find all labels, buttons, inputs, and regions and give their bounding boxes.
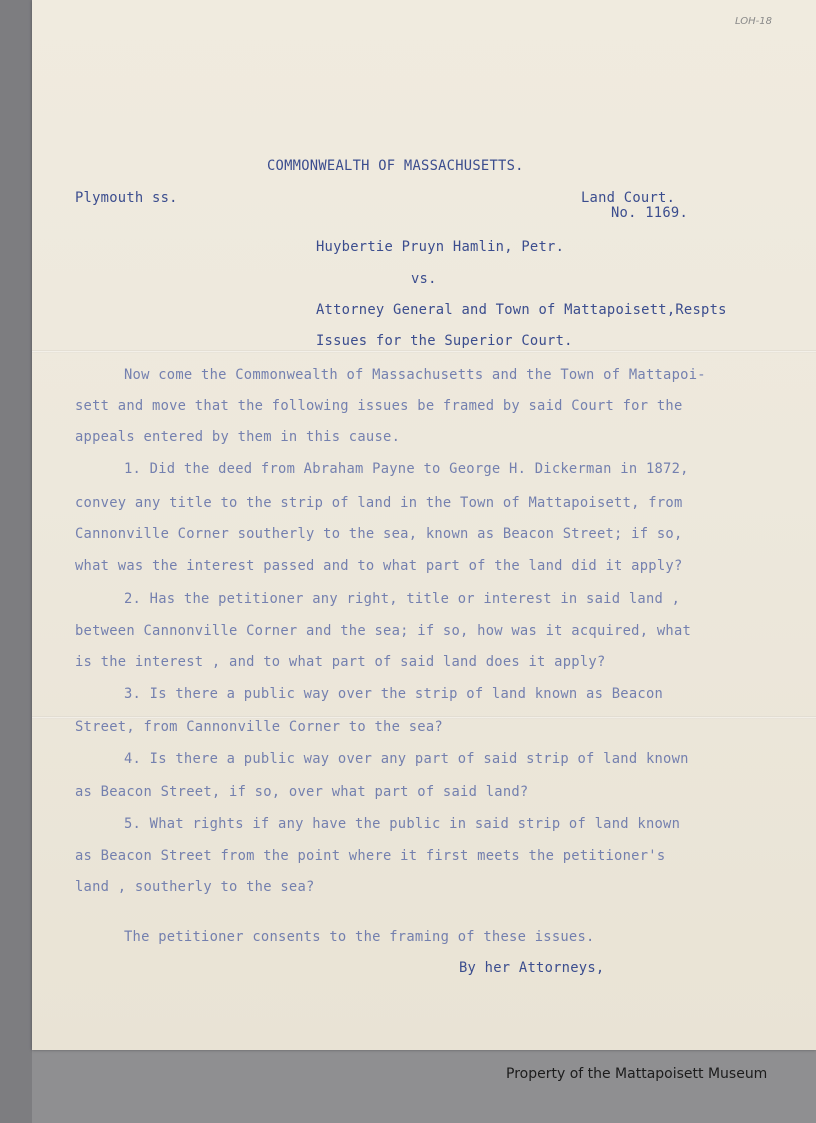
issue-line: is the interest , and to what part of said land does it apply? — [75, 654, 606, 670]
issue-line: as Beacon Street from the point where it first meets the petitioner's — [75, 848, 666, 864]
issue-line: 4. Is there a public way over any part of said strip of land known — [124, 751, 689, 767]
case-number: No. 1169. — [611, 205, 689, 221]
issue-line: convey any title to the strip of land in the Town of Mattapoisett, from — [75, 495, 683, 511]
signature-line: By her Attorneys, — [459, 960, 605, 976]
issue-line: land , southerly to the sea? — [75, 879, 315, 895]
issue-line: what was the interest passed and to what part of the land did it apply? — [75, 558, 683, 574]
issue-line: 1. Did the deed from Abraham Payne to George H. Dickerman in 1872, — [124, 461, 689, 477]
body-line: appeals entered by them in this cause. — [75, 429, 401, 445]
respondents-name: Attorney General and Town of Mattapoisett,Respts — [316, 302, 727, 318]
body-line: sett and move that the following issues be framed by said Court for the — [75, 398, 683, 414]
issue-line: 2. Has the petitioner any right, title or interest in said land , — [124, 591, 681, 607]
issue-line: 5. What rights if any have the public in said strip of land known — [124, 816, 681, 832]
county-venue: Plymouth ss. — [75, 190, 178, 206]
issue-line: Cannonville Corner southerly to the sea, known as Beacon Street; if so, — [75, 526, 683, 542]
court-name: Land Court. — [581, 190, 676, 206]
consent-statement: The petitioner consents to the framing of these issues. — [124, 929, 595, 945]
document-page — [32, 0, 816, 1050]
issue-line: 3. Is there a public way over the strip of land known as Beacon — [124, 686, 664, 702]
issue-line: Street, from Cannonville Corner to the sea? — [75, 719, 443, 735]
scan-background — [0, 0, 32, 1123]
document-title: COMMONWEALTH OF MASSACHUSETTS. — [267, 158, 524, 174]
issue-line: as Beacon Street, if so, over what part of said land? — [75, 784, 529, 800]
pencil-catalog-mark: LOH-18 — [735, 16, 772, 27]
petitioner-name: Huybertie Pruyn Hamlin, Petr. — [316, 239, 565, 255]
issue-line: between Cannonville Corner and the sea; if so, how was it acquired, what — [75, 623, 692, 639]
paper-fold-line — [32, 350, 816, 353]
versus-label: vs. — [411, 271, 437, 287]
document-subject: Issues for the Superior Court. — [316, 333, 573, 349]
body-line: Now come the Commonwealth of Massachusetts and the Town of Mattapoi- — [124, 367, 706, 383]
museum-credit: Property of the Mattapoisett Museum — [506, 1066, 768, 1082]
